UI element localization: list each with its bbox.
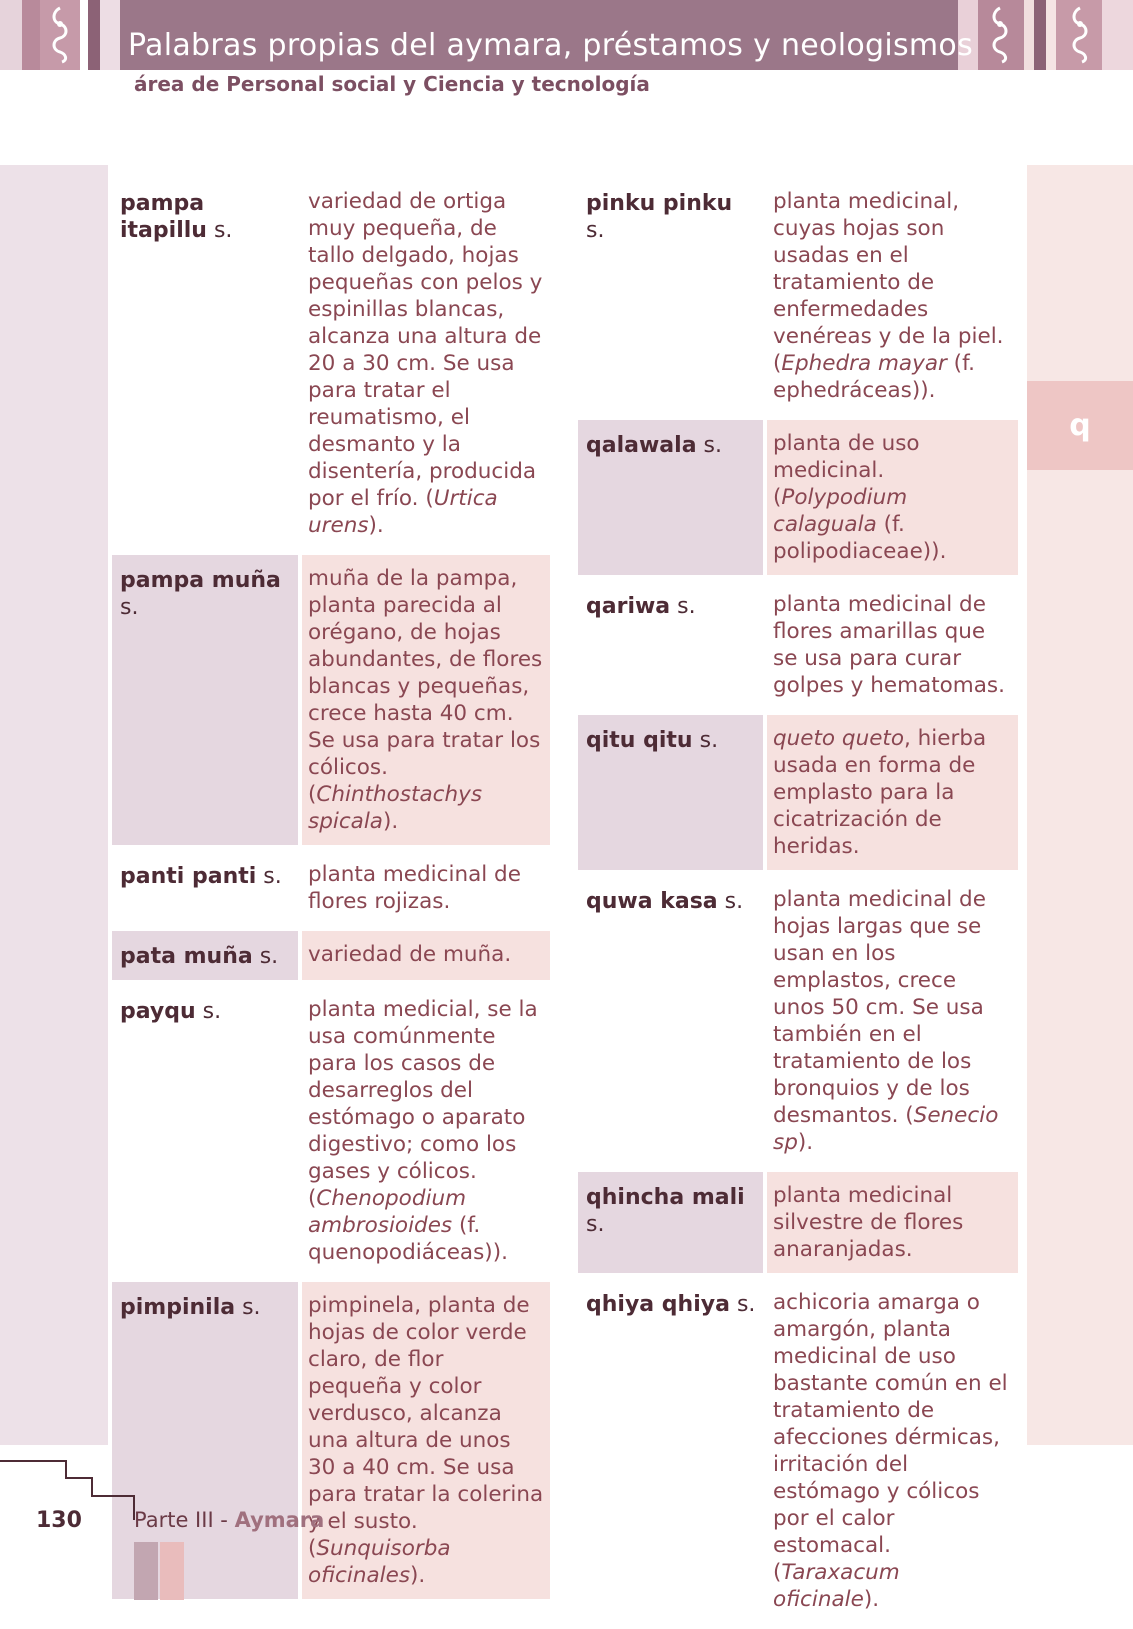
- entry-definition: planta medicial, se la usa comúnmente para los casos de desarreglos del estómago o aparato digestivo; como los gases y cólicos. (: [308, 997, 538, 1211]
- header-stripe: [1046, 0, 1056, 70]
- entry-definition-tail: ).: [797, 1130, 814, 1155]
- entry-definition-tail: (f. quenopodiáceas)).: [308, 1213, 508, 1265]
- entry-definition: planta medicinal, cuyas hojas son usadas en el tratamiento de enfermedades venéreas y de la piel. (: [773, 189, 1004, 376]
- entry-term-cell: [112, 931, 298, 980]
- entry-term-cell: [578, 1279, 763, 1623]
- page-title: Palabras propias del aymara, préstamos y neologismos: [128, 28, 973, 63]
- entry-definition-cell: [302, 555, 550, 845]
- header-stripe: [1024, 0, 1034, 70]
- entry-definition: planta medicinal de flores rojizas.: [308, 862, 521, 914]
- page-subtitle: área de Personal social y Ciencia y tecnología: [134, 72, 650, 96]
- entry-scientific-name: Polypodium calaguala: [773, 485, 908, 537]
- entry-definition: muña de la pampa, planta parecida al orégano, de hojas abundantes, de flores blancas y pequeñas, crece hasta 40 cm. Se usa para tratar los cólicos. (: [308, 566, 543, 807]
- entry-definition: planta medicinal silvestre de flores anaranjadas.: [773, 1183, 964, 1262]
- entry-part-of-speech: s.: [213, 218, 233, 243]
- swirl-ornament-icon: [1068, 4, 1092, 66]
- footer-section-label: [134, 1508, 324, 1532]
- entry-definition: variedad de ortiga muy pequeña, de tallo delgado, hojas pequeñas con pelos y espinillas blancas, alcanza una altura de 20 a 30 cm. Se usa para tratar el reumatismo, el desmanto y la disentería, producida por el frío. (: [308, 189, 543, 511]
- entry-part-of-speech: s.: [263, 864, 282, 889]
- entry-part-of-speech: s.: [259, 944, 279, 969]
- letter-index-tab[interactable]: q: [1027, 381, 1133, 470]
- entry-term-cell: [112, 178, 298, 549]
- entry-part-of-speech: s.: [703, 433, 723, 458]
- entry-part-of-speech: s.: [586, 1212, 605, 1237]
- entry-term-cell: [578, 1172, 763, 1273]
- entry-definition-cell: [302, 851, 550, 925]
- entry-part-of-speech: s.: [242, 1295, 261, 1320]
- entry-term-cell: [112, 851, 298, 925]
- entry-scientific-name: Senecio sp: [773, 1103, 999, 1155]
- entry-part-of-speech: s.: [202, 999, 222, 1024]
- entry-scientific-name: Urtica urens: [308, 486, 498, 538]
- entry-definition-tail: ).: [368, 513, 384, 538]
- glossary-entry: [578, 178, 1018, 414]
- header-stripe: [100, 0, 120, 70]
- glossary-entry: [578, 876, 1018, 1166]
- entry-term-cell: [112, 555, 298, 845]
- entry-headword: quwa kasa: [586, 889, 718, 914]
- entry-scientific-name: Sunquisorba oficinales: [308, 1536, 451, 1588]
- entry-definition-tail: (f. polipodiaceae)).: [773, 512, 947, 564]
- glossary-entry: [578, 581, 1018, 709]
- glossary-entry: [578, 1172, 1018, 1273]
- header-stripe: [22, 0, 40, 70]
- entry-term-cell: [578, 178, 763, 414]
- entry-headword: pimpinila: [120, 1295, 236, 1320]
- entry-term-cell: [578, 715, 763, 870]
- entry-definition-cell: [767, 715, 1018, 870]
- entry-headword: payqu: [120, 999, 196, 1024]
- entry-definition: achicoria amarga o amargón, planta medicinal de uso bastante común en el tratamiento de afecciones dérmicas, irritación del estómago y cólicos por el calor estomacal. (: [773, 1290, 1008, 1585]
- entry-part-of-speech: s.: [736, 1292, 756, 1317]
- glossary-entry: [112, 986, 550, 1276]
- header-stripe: [1102, 0, 1133, 70]
- header-stripe: [0, 0, 22, 70]
- entry-definition-tail: (f. ephedráceas)).: [773, 351, 975, 403]
- left-margin-panel: [0, 165, 108, 1445]
- entry-headword: qariwa: [586, 594, 671, 619]
- entry-definition-cell: [767, 1279, 1018, 1623]
- glossary-entry: [112, 555, 550, 845]
- header-stripe: [80, 0, 88, 70]
- entry-headword: pampa itapillu: [120, 191, 207, 243]
- entry-definition-cell: [302, 931, 550, 980]
- footer-part: Parte III -: [134, 1508, 235, 1532]
- entry-definition: planta medicinal de hojas largas que se usan en los emplastos, crece unos 50 cm. Se usa también en el tratamiento de los bronquios y de los desmantos. (: [773, 887, 986, 1128]
- glossary-entry: [578, 420, 1018, 575]
- entry-headword: qhincha mali: [586, 1185, 745, 1210]
- glossary-entry: [112, 931, 550, 980]
- entry-definition-cell: [767, 420, 1018, 575]
- entry-definition-tail: ).: [382, 809, 399, 834]
- glossary-entry: [578, 1279, 1018, 1623]
- entry-scientific-name: Taraxacum oficinale: [773, 1560, 900, 1612]
- footer-bar: [134, 1542, 158, 1600]
- entry-part-of-speech: s.: [677, 594, 696, 619]
- swirl-ornament-icon: [988, 4, 1012, 66]
- entry-definition-cell: [767, 178, 1018, 414]
- entry-definition-tail: , hierba usada en forma de emplasto para la cicatrización de heridas.: [773, 726, 987, 859]
- entry-part-of-speech: s.: [699, 728, 719, 753]
- entry-scientific-name: Chenopodium ambrosioides: [308, 1186, 467, 1238]
- footer-language: Aymara: [234, 1508, 325, 1532]
- entry-term-cell: [578, 876, 763, 1166]
- entry-headword: pata muña: [120, 944, 253, 969]
- glossary-entry: [112, 851, 550, 925]
- page-number: 130: [36, 1508, 82, 1533]
- entry-part-of-speech: s.: [724, 889, 744, 914]
- entry-definition: planta de uso medicinal. (: [773, 431, 920, 510]
- entry-definition-cell: [302, 178, 550, 549]
- entry-definition-cell: [767, 581, 1018, 709]
- entry-definition-cell: [767, 1172, 1018, 1273]
- entry-headword: qhiya qhiya: [586, 1292, 730, 1317]
- entry-term-cell: [578, 420, 763, 575]
- entry-definition: variedad de muña.: [308, 942, 512, 967]
- entry-definition-tail: ).: [410, 1563, 426, 1588]
- entry-definition: pimpinela, planta de hojas de color verde claro, de flor pequeña y color verdusco, alcanza una altura de unos 30 a 40 cm. Se usa para tratar la colerina y el susto. (: [308, 1293, 544, 1561]
- entry-part-of-speech: s.: [586, 218, 605, 243]
- entry-headword: pinku pinku: [586, 191, 733, 216]
- swirl-ornament-icon: [48, 4, 72, 66]
- entry-headword: pampa muña: [120, 568, 281, 593]
- footer-bar: [160, 1542, 184, 1600]
- header-stripe: [1034, 0, 1046, 70]
- entry-headword: panti panti: [120, 864, 257, 889]
- right-margin-panel: [1027, 165, 1133, 1445]
- entry-headword: qalawala: [586, 433, 697, 458]
- entry-definition-cell: [302, 986, 550, 1276]
- glossary-entry: [578, 715, 1018, 870]
- glossary-entry: [112, 178, 550, 549]
- entry-definition-cell: [767, 876, 1018, 1166]
- entry-scientific-name: Chinthostachys spicala: [308, 782, 483, 834]
- entry-definition-tail: ).: [863, 1587, 880, 1612]
- entry-headword: qitu qitu: [586, 728, 693, 753]
- glossary-column-left: [112, 178, 550, 1605]
- header-stripe: [88, 0, 100, 70]
- entry-scientific-name: queto queto: [773, 726, 905, 751]
- entry-scientific-name: Ephedra mayar: [781, 351, 947, 376]
- entry-definition-cell: [302, 1282, 550, 1599]
- entry-term-cell: [578, 581, 763, 709]
- entry-definition: planta medicinal de flores amarillas que se usa para curar golpes y hematomas.: [773, 592, 1005, 698]
- entry-part-of-speech: s.: [120, 595, 139, 620]
- entry-term-cell: [112, 986, 298, 1276]
- glossary-column-right: [578, 178, 1018, 1629]
